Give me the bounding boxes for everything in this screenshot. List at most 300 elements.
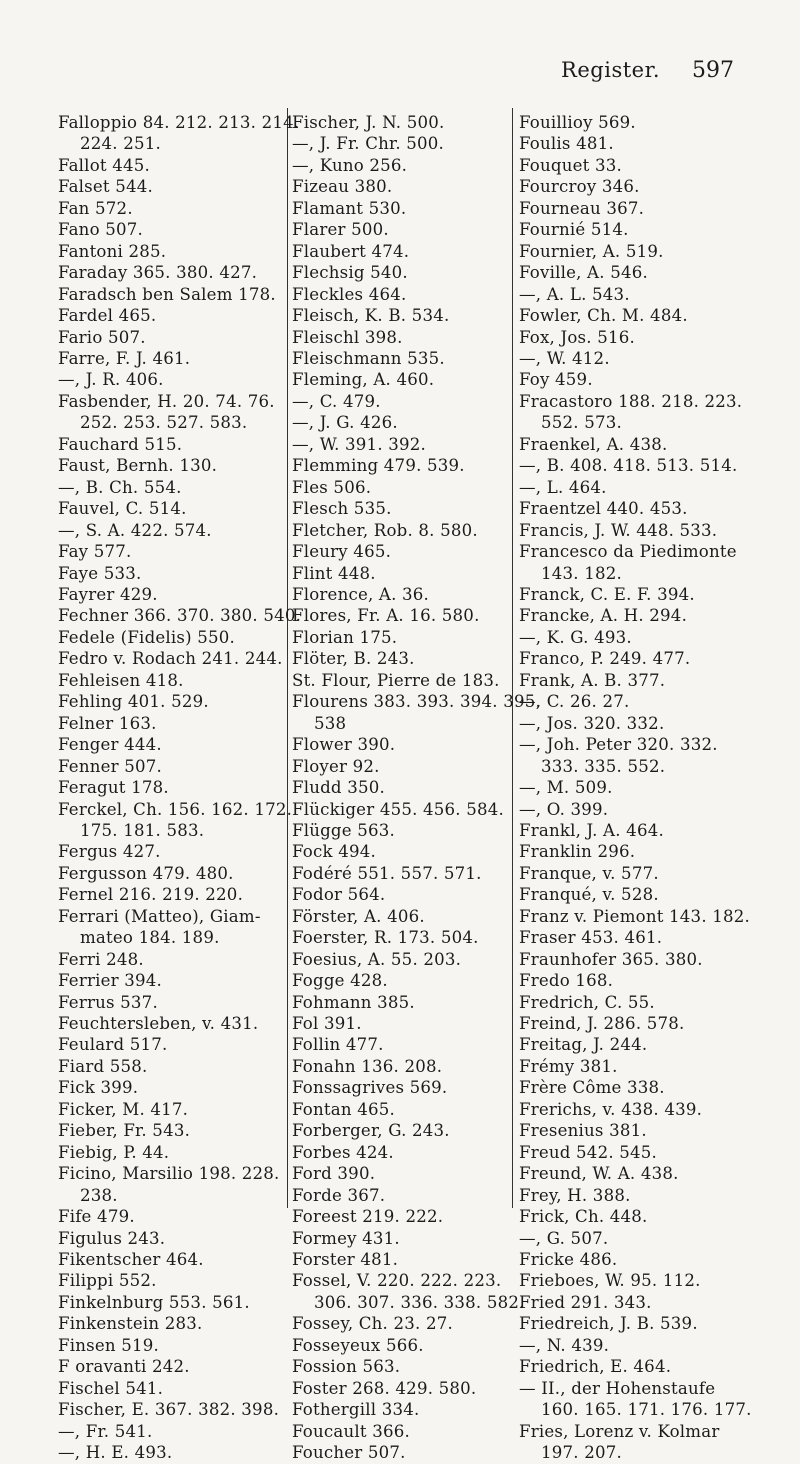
entry-line: Frieboes, W. 95. 112.	[519, 1271, 701, 1291]
entry-line: Fles 506.	[292, 477, 372, 497]
entry-line: Fiard 558.	[58, 1056, 148, 1076]
entry-line: Feragut 178.	[58, 778, 169, 798]
index-entry	[58, 691, 286, 712]
entry-line: Fraser 453. 461.	[519, 928, 663, 948]
index-entry	[292, 1335, 510, 1356]
entry-line: Franco, P. 249. 477.	[519, 649, 691, 669]
entry-line: Förster, A. 406.	[292, 906, 425, 926]
entry-line: Follin 477.	[292, 1035, 384, 1055]
entry-line: Frick, Ch. 448.	[519, 1207, 648, 1227]
index-entry	[519, 820, 755, 841]
column-divider	[512, 108, 513, 1208]
index-entry	[519, 884, 755, 905]
entry-line: —, C. 479.	[292, 391, 381, 411]
entry-line: —, A. L. 543.	[519, 284, 630, 304]
entry-line: Fossel, V. 220. 222. 223.	[292, 1271, 502, 1291]
entry-line: Fiebig, P. 44.	[58, 1142, 170, 1162]
entry-line: Figulus 243.	[58, 1228, 166, 1248]
index-entry	[58, 1077, 286, 1098]
index-entry	[58, 348, 286, 369]
entry-line: Fol 391.	[292, 1014, 362, 1034]
entry-line: —, H. E. 493.	[58, 1443, 173, 1463]
entry-line: Frankl, J. A. 464.	[519, 820, 664, 840]
entry-line: Faye 533.	[58, 563, 142, 583]
index-entry	[58, 327, 286, 348]
index-entry	[292, 799, 510, 820]
index-entry	[292, 348, 510, 369]
entry-line: Flesch 535.	[292, 499, 392, 519]
index-entry	[58, 1120, 286, 1141]
index-entry	[292, 219, 510, 240]
entry-line: Faust, Bernh. 130.	[58, 456, 218, 476]
index-entry	[292, 1378, 510, 1399]
entry-line: F oravanti 242.	[58, 1357, 190, 1377]
entry-line: Forde 367.	[292, 1185, 386, 1205]
index-entry	[292, 970, 510, 991]
entry-line: Fay 577.	[58, 542, 132, 562]
entry-line: Fischer, E. 367. 382. 398.	[58, 1400, 280, 1420]
entry-line: —, L. 464.	[519, 477, 607, 497]
entry-line: Flöter, B. 243.	[292, 649, 415, 669]
entry-line: Fasbender, H. 20. 74. 76.	[58, 391, 275, 411]
index-entry	[519, 541, 755, 584]
index-entry	[519, 734, 755, 777]
entry-line: Fracastoro 188. 218. 223.	[519, 391, 743, 411]
entry-line: Fechner 366. 370. 380. 540.	[58, 606, 302, 626]
entry-line: Forster 481.	[292, 1250, 399, 1270]
entry-line: Fonssagrives 569.	[292, 1078, 448, 1098]
index-entry	[519, 1421, 755, 1464]
index-entry	[58, 284, 286, 305]
index-entry	[58, 863, 286, 884]
index-entry	[58, 670, 286, 691]
entry-line: Frère Côme 338.	[519, 1078, 665, 1098]
entry-line: Fedro v. Rodach 241. 244.	[58, 649, 283, 669]
entry-line: Ferckel, Ch. 156. 162. 172.	[58, 799, 293, 819]
index-entry	[292, 648, 510, 669]
index-entry	[519, 198, 755, 219]
index-entry	[519, 1185, 755, 1206]
index-entry	[58, 992, 286, 1013]
index-entry	[519, 1163, 755, 1184]
index-entry	[292, 1163, 510, 1184]
entry-line: Finkelnburg 553. 561.	[58, 1292, 250, 1312]
index-entry	[519, 1077, 755, 1098]
entry-line: Felner 163.	[58, 713, 157, 733]
entry-line: Fonahn 136. 208.	[292, 1056, 443, 1076]
index-entry	[58, 841, 286, 862]
index-entry	[292, 284, 510, 305]
entry-line: Fournié 514.	[519, 220, 629, 240]
index-entry	[58, 627, 286, 648]
entry-line: Faradsch ben Salem 178.	[58, 284, 276, 304]
index-entry	[292, 906, 510, 927]
index-entry	[292, 520, 510, 541]
entry-line: Fodor 564.	[292, 885, 386, 905]
index-entry	[58, 906, 286, 949]
index-entry	[519, 906, 755, 927]
index-entry	[292, 1442, 510, 1463]
index-entry	[519, 284, 755, 305]
index-entry	[58, 1099, 286, 1120]
index-entry	[519, 584, 755, 605]
index-entry	[519, 777, 755, 798]
entry-line: —, Joh. Peter 320. 332.	[519, 735, 718, 755]
entry-line: Fossey, Ch. 23. 27.	[292, 1314, 453, 1334]
index-entry	[519, 1120, 755, 1141]
index-entry	[292, 262, 510, 283]
entry-line: —, K. G. 493.	[519, 627, 632, 647]
index-entry	[292, 670, 510, 691]
index-entry	[58, 1292, 286, 1313]
index-entry	[292, 155, 510, 176]
index-entry	[292, 927, 510, 948]
index-entry	[519, 1292, 755, 1313]
entry-line: Franque, v. 577.	[519, 863, 659, 883]
entry-line: —, S. A. 422. 574.	[58, 520, 212, 540]
index-entry	[292, 455, 510, 476]
entry-line: Feulard 517.	[58, 1035, 168, 1055]
entry-line: Foulis 481.	[519, 134, 614, 154]
index-entry	[292, 1099, 510, 1120]
index-entry	[519, 992, 755, 1013]
entry-line: Friedreich, J. B. 539.	[519, 1314, 698, 1334]
entry-continuation-line: 333. 335. 552.	[541, 756, 666, 776]
index-entry	[58, 1356, 286, 1377]
entry-line: Fardel 465.	[58, 306, 157, 326]
index-entry	[58, 477, 286, 498]
index-entry	[58, 648, 286, 669]
index-entry	[519, 498, 755, 519]
index-entry	[58, 262, 286, 283]
entry-line: —, Fr. 541.	[58, 1421, 153, 1441]
entry-line: Fosseyeux 566.	[292, 1335, 424, 1355]
entry-line: Florence, A. 36.	[292, 584, 430, 604]
index-entry	[58, 1421, 286, 1442]
entry-line: Fernel 216. 219. 220.	[58, 885, 244, 905]
index-entry	[58, 756, 286, 777]
index-entry	[292, 1356, 510, 1377]
page-header	[0, 58, 800, 92]
entry-line: Fife 479.	[58, 1207, 135, 1227]
index-entry	[58, 884, 286, 905]
entry-line: Fauvel, C. 514.	[58, 499, 187, 519]
entry-line: Fauchard 515.	[58, 434, 183, 454]
index-entry	[58, 1013, 286, 1034]
entry-line: Flügge 563.	[292, 820, 395, 840]
index-entry	[292, 1013, 510, 1034]
index-entry	[292, 498, 510, 519]
entry-line: Falset 544.	[58, 177, 154, 197]
index-entry	[519, 369, 755, 390]
index-entry	[58, 1206, 286, 1227]
entry-line: Fizeau 380.	[292, 177, 393, 197]
index-entry	[519, 219, 755, 240]
entry-line: —, Jos. 320. 332.	[519, 713, 665, 733]
entry-line: Fleming, A. 460.	[292, 370, 435, 390]
entry-line: Fossion 563.	[292, 1357, 401, 1377]
index-entry	[292, 1120, 510, 1141]
entry-line: Franqué, v. 528.	[519, 885, 659, 905]
entry-continuation-line: 175. 181. 583.	[80, 820, 205, 840]
entry-line: Ferri 248.	[58, 949, 144, 969]
index-entry	[292, 884, 510, 905]
entry-line: Fourneau 367.	[519, 198, 645, 218]
index-entry	[58, 112, 300, 155]
index-entry	[292, 627, 510, 648]
index-entry	[292, 1313, 510, 1334]
index-entry	[58, 1034, 286, 1055]
index-entry	[519, 799, 755, 820]
index-entry	[292, 305, 510, 326]
index-entry	[292, 1034, 510, 1055]
index-entry	[292, 176, 510, 197]
entry-line: Fehling 401. 529.	[58, 692, 209, 712]
index-entry	[292, 734, 510, 755]
entry-line: Fikentscher 464.	[58, 1250, 204, 1270]
entry-line: Freitag, J. 244.	[519, 1035, 648, 1055]
index-entry	[519, 927, 755, 948]
index-entry	[519, 1099, 755, 1120]
entry-line: Foster 268. 429. 580.	[292, 1378, 477, 1398]
entry-line: Franz v. Piemont 143. 182.	[519, 906, 751, 926]
entry-line: Francesco da Piedimonte	[519, 542, 737, 562]
entry-continuation-line: mateo 184. 189.	[80, 928, 220, 948]
index-entry	[58, 391, 286, 434]
entry-line: —, J. R. 406.	[58, 370, 164, 390]
index-entry	[519, 1356, 755, 1377]
entry-line: Frerichs, v. 438. 439.	[519, 1099, 703, 1119]
entry-line: Ford 390.	[292, 1164, 376, 1184]
index-entry	[519, 391, 755, 434]
entry-line: St. Flour, Pierre de 183.	[292, 670, 500, 690]
entry-line: Frémy 381.	[519, 1056, 618, 1076]
entry-line: Fodéré 551. 557. 571.	[292, 863, 482, 883]
index-entry	[519, 455, 755, 476]
index-entry	[292, 605, 510, 626]
entry-line: Fenner 507.	[58, 756, 162, 776]
entry-line: Fogge 428.	[292, 971, 388, 991]
entry-line: Fries, Lorenz v. Kolmar	[519, 1421, 720, 1441]
entry-line: Floyer 92.	[292, 756, 380, 776]
entry-line: Fresenius 381.	[519, 1121, 647, 1141]
index-entry	[292, 241, 510, 262]
index-entry	[58, 1335, 286, 1356]
entry-line: Frey, H. 388.	[519, 1185, 631, 1205]
index-entry	[519, 691, 755, 712]
index-entry	[58, 455, 286, 476]
entry-line: Ficker, M. 417.	[58, 1099, 189, 1119]
index-entry	[58, 155, 286, 176]
index-entry	[58, 584, 286, 605]
entry-line: Fan 572.	[58, 198, 133, 218]
entry-line: Fleischmann 535.	[292, 348, 445, 368]
entry-line: Francis, J. W. 448. 533.	[519, 520, 718, 540]
entry-line: Fischel 541.	[58, 1378, 164, 1398]
index-entry	[519, 713, 755, 734]
index-entry	[519, 627, 755, 648]
entry-line: Freind, J. 286. 578.	[519, 1014, 685, 1034]
index-entry	[58, 498, 286, 519]
index-entry	[519, 863, 755, 884]
entry-line: Fario 507.	[58, 327, 146, 347]
index-column-2	[292, 112, 541, 1464]
entry-line: Farre, F. J. 461.	[58, 348, 191, 368]
index-entry	[519, 1206, 755, 1227]
index-entry	[519, 1335, 755, 1356]
entry-line: Fano 507.	[58, 220, 143, 240]
index-entry	[292, 1206, 510, 1227]
running-title: Register.	[561, 58, 660, 82]
entry-line: Fleisch, K. B. 534.	[292, 306, 450, 326]
index-entry	[519, 241, 755, 262]
entry-line: Fredo 168.	[519, 971, 614, 991]
index-entry	[58, 734, 286, 755]
index-entry	[292, 412, 510, 433]
index-entry	[519, 1142, 755, 1163]
index-entry	[58, 1142, 286, 1163]
index-entry	[292, 756, 510, 777]
index-entry	[292, 1228, 510, 1249]
entry-line: Faraday 365. 380. 427.	[58, 263, 258, 283]
entry-line: Foreest 219. 222.	[292, 1207, 444, 1227]
entry-line: Florian 175.	[292, 627, 398, 647]
index-entry	[519, 1378, 755, 1421]
index-entry	[58, 541, 286, 562]
index-entry	[292, 1399, 510, 1420]
index-entry	[58, 605, 302, 626]
index-entry	[292, 1270, 525, 1313]
index-entry	[519, 348, 755, 369]
entry-line: Fredrich, C. 55.	[519, 992, 655, 1012]
entry-line: Flückiger 455. 456. 584.	[292, 799, 505, 819]
entry-continuation-line: 252. 253. 527. 583.	[80, 413, 248, 433]
index-entry	[292, 1421, 510, 1442]
entry-line: Fock 494.	[292, 842, 376, 862]
entry-line: Fludd 350.	[292, 778, 385, 798]
entry-line: Foville, A. 546.	[519, 263, 648, 283]
entry-line: Flores, Fr. A. 16. 580.	[292, 606, 480, 626]
entry-line: Freund, W. A. 438.	[519, 1164, 679, 1184]
index-entry	[58, 1313, 286, 1334]
index-entry	[519, 133, 755, 154]
index-entry	[58, 1399, 286, 1420]
index-entry	[519, 520, 755, 541]
index-entry	[58, 176, 286, 197]
index-entry	[58, 369, 286, 390]
index-entry	[58, 1163, 286, 1206]
index-entry	[58, 777, 286, 798]
index-entry	[58, 713, 286, 734]
entry-continuation-line: 538	[314, 713, 347, 733]
entry-line: Fletcher, Rob. 8. 580.	[292, 520, 478, 540]
index-entry	[292, 477, 510, 498]
index-entry	[292, 691, 541, 734]
entry-line: —, B. 408. 418. 513. 514.	[519, 456, 738, 476]
entry-line: Fouquet 33.	[519, 155, 622, 175]
entry-line: —, M. 509.	[519, 778, 613, 798]
entry-line: Fox, Jos. 516.	[519, 327, 635, 347]
index-entry	[292, 327, 510, 348]
entry-line: Fallot 445.	[58, 155, 150, 175]
index-entry	[58, 1270, 286, 1291]
page-number: 597	[692, 58, 734, 83]
index-entry	[292, 841, 510, 862]
entry-line: Fouillioy 569.	[519, 113, 636, 132]
entry-line: Flamant 530.	[292, 198, 407, 218]
index-entry	[292, 133, 510, 154]
index-entry	[58, 1228, 286, 1249]
index-entry	[292, 541, 510, 562]
index-entry	[292, 112, 510, 133]
entry-line: — II., der Hohenstaufe	[519, 1378, 716, 1398]
entry-line: Filippi 552.	[58, 1271, 157, 1291]
index-entry	[292, 863, 510, 884]
entry-line: Fohmann 385.	[292, 992, 415, 1012]
entry-line: —, O. 399.	[519, 799, 609, 819]
index-entry	[58, 305, 286, 326]
index-entry	[519, 176, 755, 197]
entry-line: Feuchtersleben, v. 431.	[58, 1014, 259, 1034]
entry-line: Fergusson 479. 480.	[58, 863, 234, 883]
entry-continuation-line: 552. 573.	[541, 413, 622, 433]
entry-line: Foy 459.	[519, 370, 593, 390]
index-entry	[519, 648, 755, 669]
entry-line: Fowler, Ch. M. 484.	[519, 306, 688, 326]
entry-line: Fedele (Fidelis) 550.	[58, 627, 236, 647]
entry-line: Fraunhofer 365. 380.	[519, 949, 703, 969]
index-entry	[519, 841, 755, 862]
entry-line: Fayrer 429.	[58, 584, 158, 604]
entry-line: Fraenkel, A. 438.	[519, 434, 668, 454]
entry-line: Flechsig 540.	[292, 263, 408, 283]
entry-line: Frank, A. B. 377.	[519, 670, 666, 690]
entry-line: Falloppio 84. 212. 213. 214.	[58, 113, 300, 132]
entry-line: Flourens 383. 393. 394. 395.	[292, 692, 541, 712]
entry-line: Fick 399.	[58, 1078, 139, 1098]
entry-line: Fieber, Fr. 543.	[58, 1121, 191, 1141]
index-entry	[519, 477, 755, 498]
entry-line: Finkenstein 283.	[58, 1314, 203, 1334]
entry-line: —, C. 26. 27.	[519, 692, 630, 712]
index-entry	[519, 1313, 755, 1334]
index-entry	[58, 563, 286, 584]
index-entry	[58, 799, 293, 842]
entry-line: Fehleisen 418.	[58, 670, 184, 690]
entry-line: Freud 542. 545.	[519, 1142, 658, 1162]
entry-line: Flint 448.	[292, 563, 376, 583]
entry-line: —, Kuno 256.	[292, 155, 408, 175]
entry-line: Fontan 465.	[292, 1099, 395, 1119]
entry-continuation-line: 224. 251.	[80, 134, 161, 154]
index-entry	[58, 219, 286, 240]
entry-line: —, W. 412.	[519, 348, 610, 368]
index-entry	[519, 1056, 755, 1077]
index-entry	[58, 1442, 286, 1463]
entry-line: Ficino, Marsilio 198. 228.	[58, 1164, 280, 1184]
column-divider	[287, 108, 288, 1208]
entry-line: Friedrich, E. 464.	[519, 1357, 672, 1377]
entry-line: Ferrari (Matteo), Giam-	[58, 906, 261, 926]
entry-line: Fraentzel 440. 453.	[519, 499, 688, 519]
entry-line: Flemming 479. 539.	[292, 456, 465, 476]
index-entry	[292, 563, 510, 584]
index-entry	[519, 1228, 755, 1249]
entry-line: Foerster, R. 173. 504.	[292, 928, 479, 948]
index-entry	[519, 1034, 755, 1055]
entry-line: Fleckles 464.	[292, 284, 407, 304]
index-column-1	[58, 112, 302, 1464]
